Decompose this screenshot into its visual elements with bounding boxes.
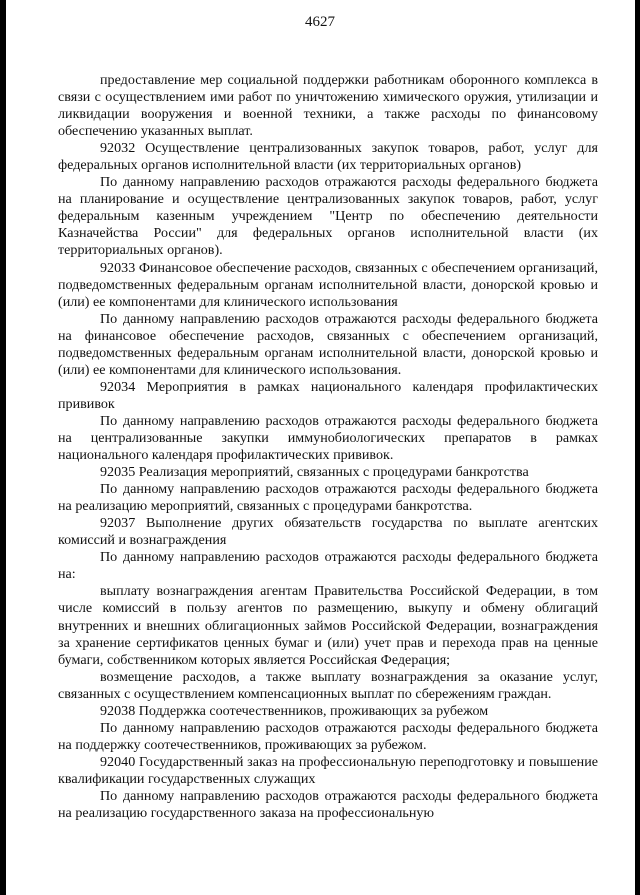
section-heading: 92032 Осуществление централизованных закупок товаров, работ, услуг для федеральных органов исполнительной власти (их территориальных органов): [58, 140, 598, 174]
paragraph: По данному направлению расходов отражаются расходы федерального бюджета на финансовое обеспечение расходов, связанных с обеспечением организаций, подведомственных федеральным органам исполнительной власти, донорской кровью и (или) ее компонентами для клинического использования.: [58, 310, 598, 378]
section-heading: 92037 Выполнение других обязательств государства по выплате агентских комиссий и вознаграждения: [58, 515, 598, 549]
section-heading: 92040 Государственный заказ на профессиональную переподготовку и повышение квалификации государственных служащих: [58, 753, 598, 787]
page-number: 4627: [305, 14, 335, 30]
paragraph: По данному направлению расходов отражаются расходы федерального бюджета на:: [58, 549, 598, 583]
list-item: возмещение расходов, а также выплату вознаграждения за оказание услуг, связанных с осуществлением компенсационных выплат по сбережениям граждан.: [58, 668, 598, 702]
document-body: [58, 72, 598, 822]
scan-border-left: [0, 0, 6, 895]
scan-border-right: [635, 0, 640, 895]
section-heading: 92033 Финансовое обеспечение расходов, связанных с обеспечением организаций, подведомственных федеральным органам исполнительной власти, донорской кровью и (или) ее компонентами для клинического использования: [58, 259, 598, 310]
paragraph: По данному направлению расходов отражаются расходы федерального бюджета на реализацию государственного заказа на профессиональную: [58, 787, 598, 822]
paragraph: По данному направлению расходов отражаются расходы федерального бюджета на централизованные закупки иммунобиологических препаратов в рамках национального календаря профилактических прививок.: [58, 412, 598, 464]
paragraph: По данному направлению расходов отражаются расходы федерального бюджета на поддержку соотечественников, проживающих за рубежом.: [58, 719, 598, 753]
paragraph: По данному направлению расходов отражаются расходы федерального бюджета на реализацию мероприятий, связанных с процедурами банкротства.: [58, 481, 598, 515]
paragraph: предоставление мер социальной поддержки работникам оборонного комплекса в связи с осуществлением ими работ по уничтожению химического оружия, утилизации и ликвидации вооружения и военной техники, а также расходы по финансовому обеспечению указанных выплат.: [58, 72, 598, 140]
paragraph: По данному направлению расходов отражаются расходы федерального бюджета на планирование и осуществление централизованных закупок товаров, работ, услуг федеральным казенным учреждением "Центр по обеспечению деятельности Казначейства России" для федеральных органов исполнительной власти (их территориальных органов).: [58, 174, 598, 259]
section-heading: 92035 Реализация мероприятий, связанных с процедурами банкротства: [100, 464, 529, 481]
section-heading: 92038 Поддержка соотечественников, проживающих за рубежом: [100, 702, 489, 719]
list-item: выплату вознаграждения агентам Правительства Российской Федерации, в том числе комиссий в пользу агентов по размещению, выкупу и обмену облигаций внутренних и внешних облигационных займов Российской Федерации, вознаграждения за хранение сертификатов ценных бумаг и (или) учет прав и перехода прав на ценные бумаги, собственником которых является Российская Федерация;: [58, 583, 598, 668]
section-heading: 92034 Мероприятия в рамках национального календаря профилактических прививок: [58, 378, 598, 412]
